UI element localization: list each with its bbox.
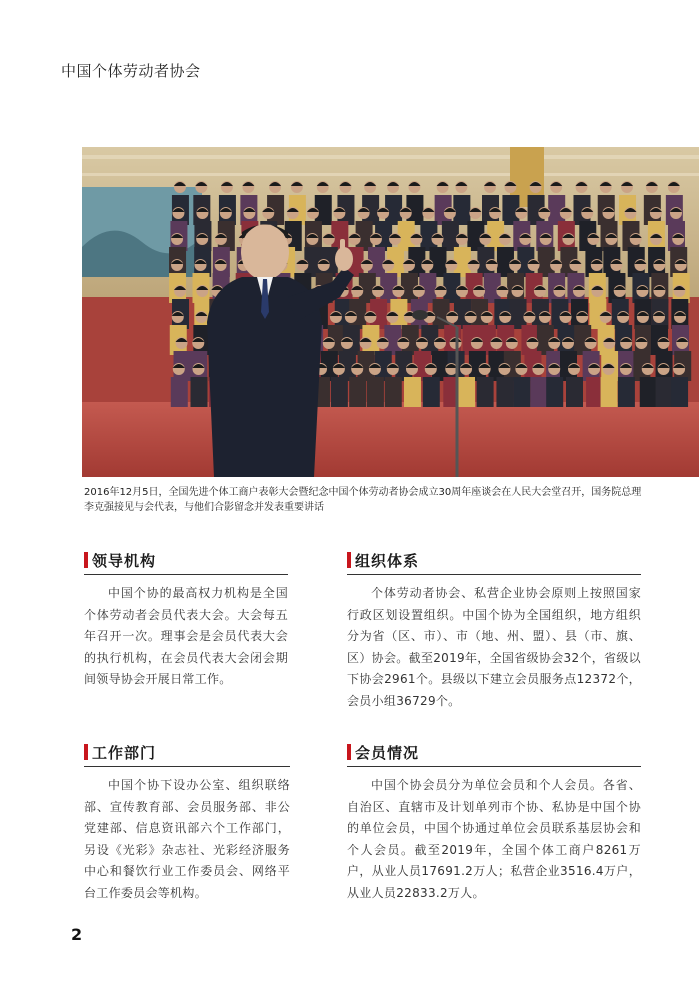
section-organization bbox=[347, 548, 641, 712]
section-title: 组织体系 bbox=[355, 551, 420, 570]
publication-title: 中国个体劳动者协会 bbox=[61, 62, 201, 80]
section-header bbox=[347, 548, 641, 575]
section-title: 会员情况 bbox=[355, 743, 420, 762]
section-body: 中国个协会员分为单位会员和个人会员。各省、自治区、直辖市及计划单列市个协、私协是中国个协的单位会员，中国个协通过单位会员联系基层协会和个人会员。截至2019年，全国个体工商户8261万户，从业人员17691.2万人；私营企业3516.4万户，从业人员22833.2万人。 bbox=[347, 778, 641, 900]
section-body: 个体劳动者协会、私营企业协会原则上按照国家行政区划设置组织。中国个协为全国组织，地方组织分为省（区、市）、市（地、州、盟）、县（市、旗、区）协会。截至2019年，全国省级协会32个，省级以下协会2961个。县级以下建立会员服务点12372个，会员小组36729个。 bbox=[347, 586, 641, 708]
section-header bbox=[84, 548, 288, 575]
red-bar-marker bbox=[347, 744, 351, 760]
section-title: 领导机构 bbox=[92, 551, 157, 570]
photo-caption: 2016年12月5日，全国先进个体工商户表彰大会暨纪念中国个体劳动者协会成立30周年座谈会在人民大会堂召开，国务院总理李克强接见与会代表，与他们合影留念并发表重要讲话 bbox=[84, 487, 642, 513]
group-photo bbox=[82, 147, 699, 477]
section-departments bbox=[84, 740, 290, 904]
page-number: 2 bbox=[71, 925, 83, 944]
section-body: 中国个协下设办公室、组织联络部、宣传教育部、会员服务部、非公党建部、信息资讯部六个工作部门，另设《光彩》杂志社、光彩经济服务中心和餐饮行业工作委员会、网络平台工作委员会等机构。 bbox=[84, 778, 290, 900]
section-title: 工作部门 bbox=[92, 743, 157, 762]
section-leadership bbox=[84, 548, 288, 691]
red-bar-marker bbox=[84, 552, 88, 568]
section-header bbox=[84, 740, 290, 767]
section-header bbox=[347, 740, 641, 767]
red-bar-marker bbox=[347, 552, 351, 568]
red-bar-marker bbox=[84, 744, 88, 760]
section-body: 中国个协的最高权力机构是全国个体劳动者会员代表大会。大会每五年召开一次。理事会是会员代表大会的执行机构，在会员代表大会闭会期间领导协会开展日常工作。 bbox=[84, 586, 288, 686]
section-membership bbox=[347, 740, 641, 904]
